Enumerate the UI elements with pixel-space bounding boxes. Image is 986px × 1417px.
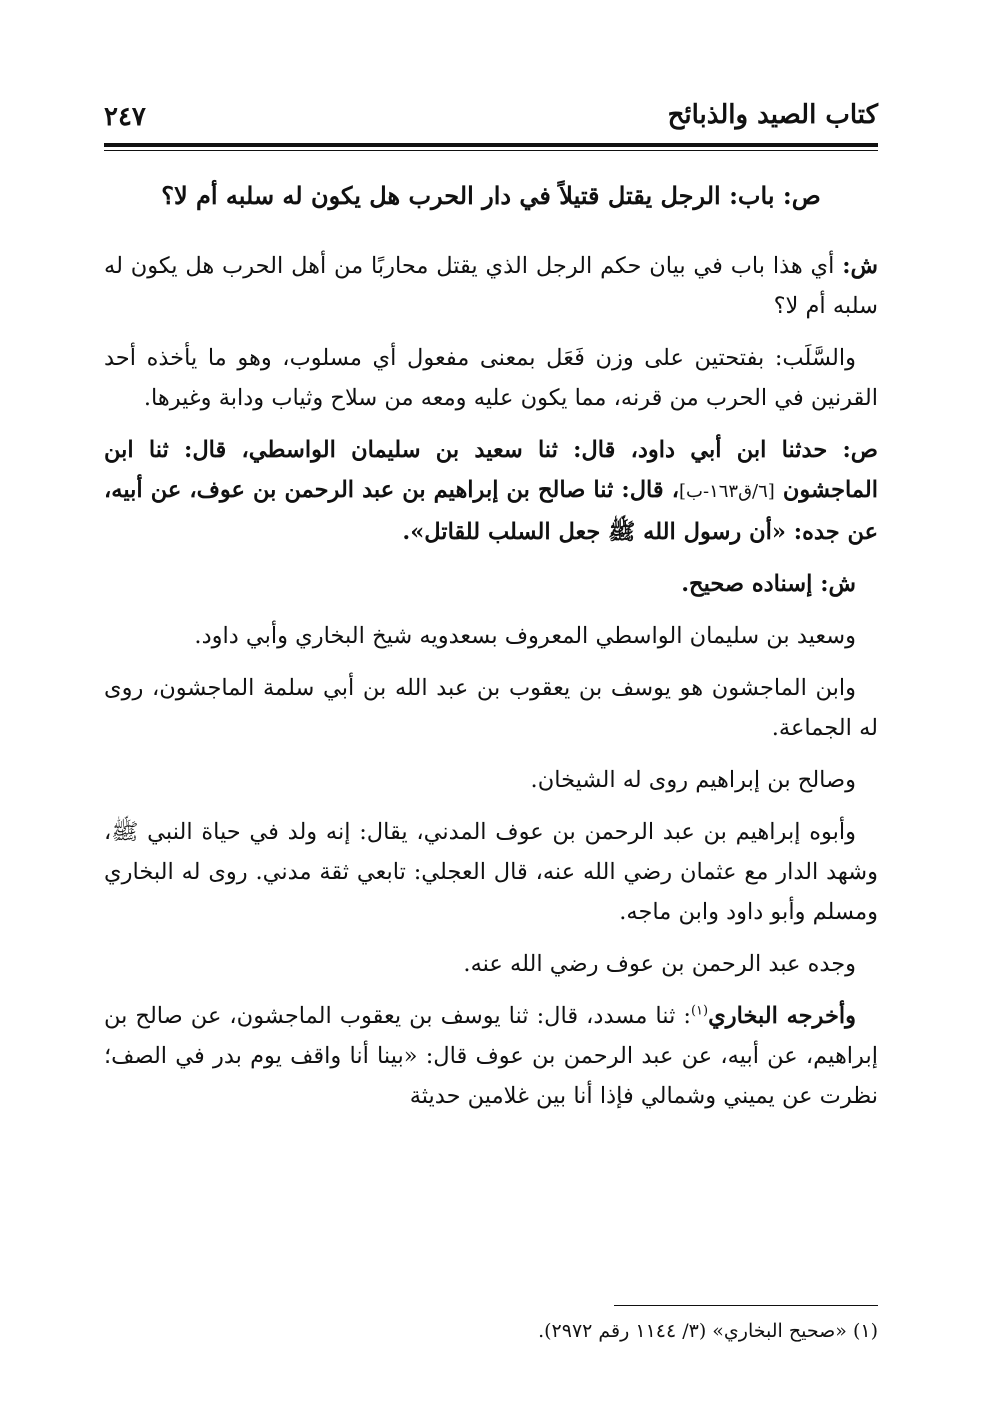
paragraph-text: : ثنا مسدد، قال: ثنا يوسف بن يعقوب الماجشون، عن صالح بن إبراهيم، عن أبيه، عن عبد الرحمن بن عوف قال: «بينا أنا واقف يوم بدر في الصف؛ نظرت عن يميني وشمالي فإذا أنا بين غلامين حديثة	[104, 1003, 878, 1109]
folio-reference: [٦/ق١٦٣-ب]	[679, 481, 775, 502]
paragraph-text: حدثنا ابن أبي داود، قال: ثنا سعيد بن سليمان الواسطي، قال: ثنا ابن الماجشون	[104, 437, 878, 503]
paragraph-marker: وأخرجه البخاري	[708, 1003, 856, 1029]
paragraph: وسعيد بن سليمان الواسطي المعروف بسعدويه شيخ البخاري وأبي داود.	[194, 623, 856, 649]
page-header	[104, 96, 878, 140]
hadith-paragraph	[104, 430, 878, 552]
footnote: (١) «صحيح البخاري» (٣/ ١١٤٤ رقم ٢٩٧٢).	[538, 1320, 878, 1342]
paragraph	[104, 246, 878, 326]
paragraph-text: ، قال: ثنا صالح بن إبراهيم بن عبد الرحمن بن عوف، عن أبيه، عن جده: «أن رسول الله ﷺ جعل السلب للقاتل».	[104, 477, 878, 545]
body-text	[104, 176, 878, 1128]
paragraph-marker: ش:	[842, 253, 878, 279]
running-title: كتاب الصيد والذبائح	[667, 100, 878, 130]
paragraph: ش: إسناده صحيح.	[681, 571, 856, 597]
paragraph: وصالح بن إبراهيم روى له الشيخان.	[530, 767, 856, 793]
chapter-heading: ص: باب: الرجل يقتل قتيلاً في دار الحرب هل يكون له سلبه أم لا؟	[161, 181, 821, 210]
header-rule-thin	[104, 150, 878, 151]
paragraph: وجده عبد الرحمن بن عوف رضي الله عنه.	[463, 951, 856, 977]
footnote-separator	[614, 1305, 878, 1306]
header-rule-thick	[104, 143, 878, 147]
paragraph: والسَّلَب: بفتحتين على وزن فَعَل بمعنى مفعول أي مسلوب، وهو ما يأخذه أحد القرنين في الحرب من قرنه، مما يكون عليه ومعه من سلاح وثياب ودابة وغيرها.	[104, 345, 878, 411]
paragraph: وابن الماجشون هو يوسف بن يعقوب بن عبد الله بن أبي سلمة الماجشون، روى له الجماعة.	[104, 675, 878, 741]
paragraph	[104, 996, 878, 1116]
paragraph-text: أي هذا باب في بيان حكم الرجل الذي يقتل محاربًا من أهل الحرب هل يكون له سلبه أم لا؟	[104, 253, 878, 319]
paragraph: وأبوه إبراهيم بن عبد الرحمن بن عوف المدني، يقال: إنه ولد في حياة النبي ﷺ، وشهد الدار مع عثمان رضي الله عنه، قال العجلي: تابعي ثقة مدني. روى له البخاري ومسلم وأبو داود وابن ماجه.	[104, 819, 878, 925]
footnote-reference[interactable]: (١)	[690, 1003, 709, 1019]
page-number: ٢٤٧	[104, 102, 146, 132]
paragraph-marker: ص:	[842, 437, 878, 463]
